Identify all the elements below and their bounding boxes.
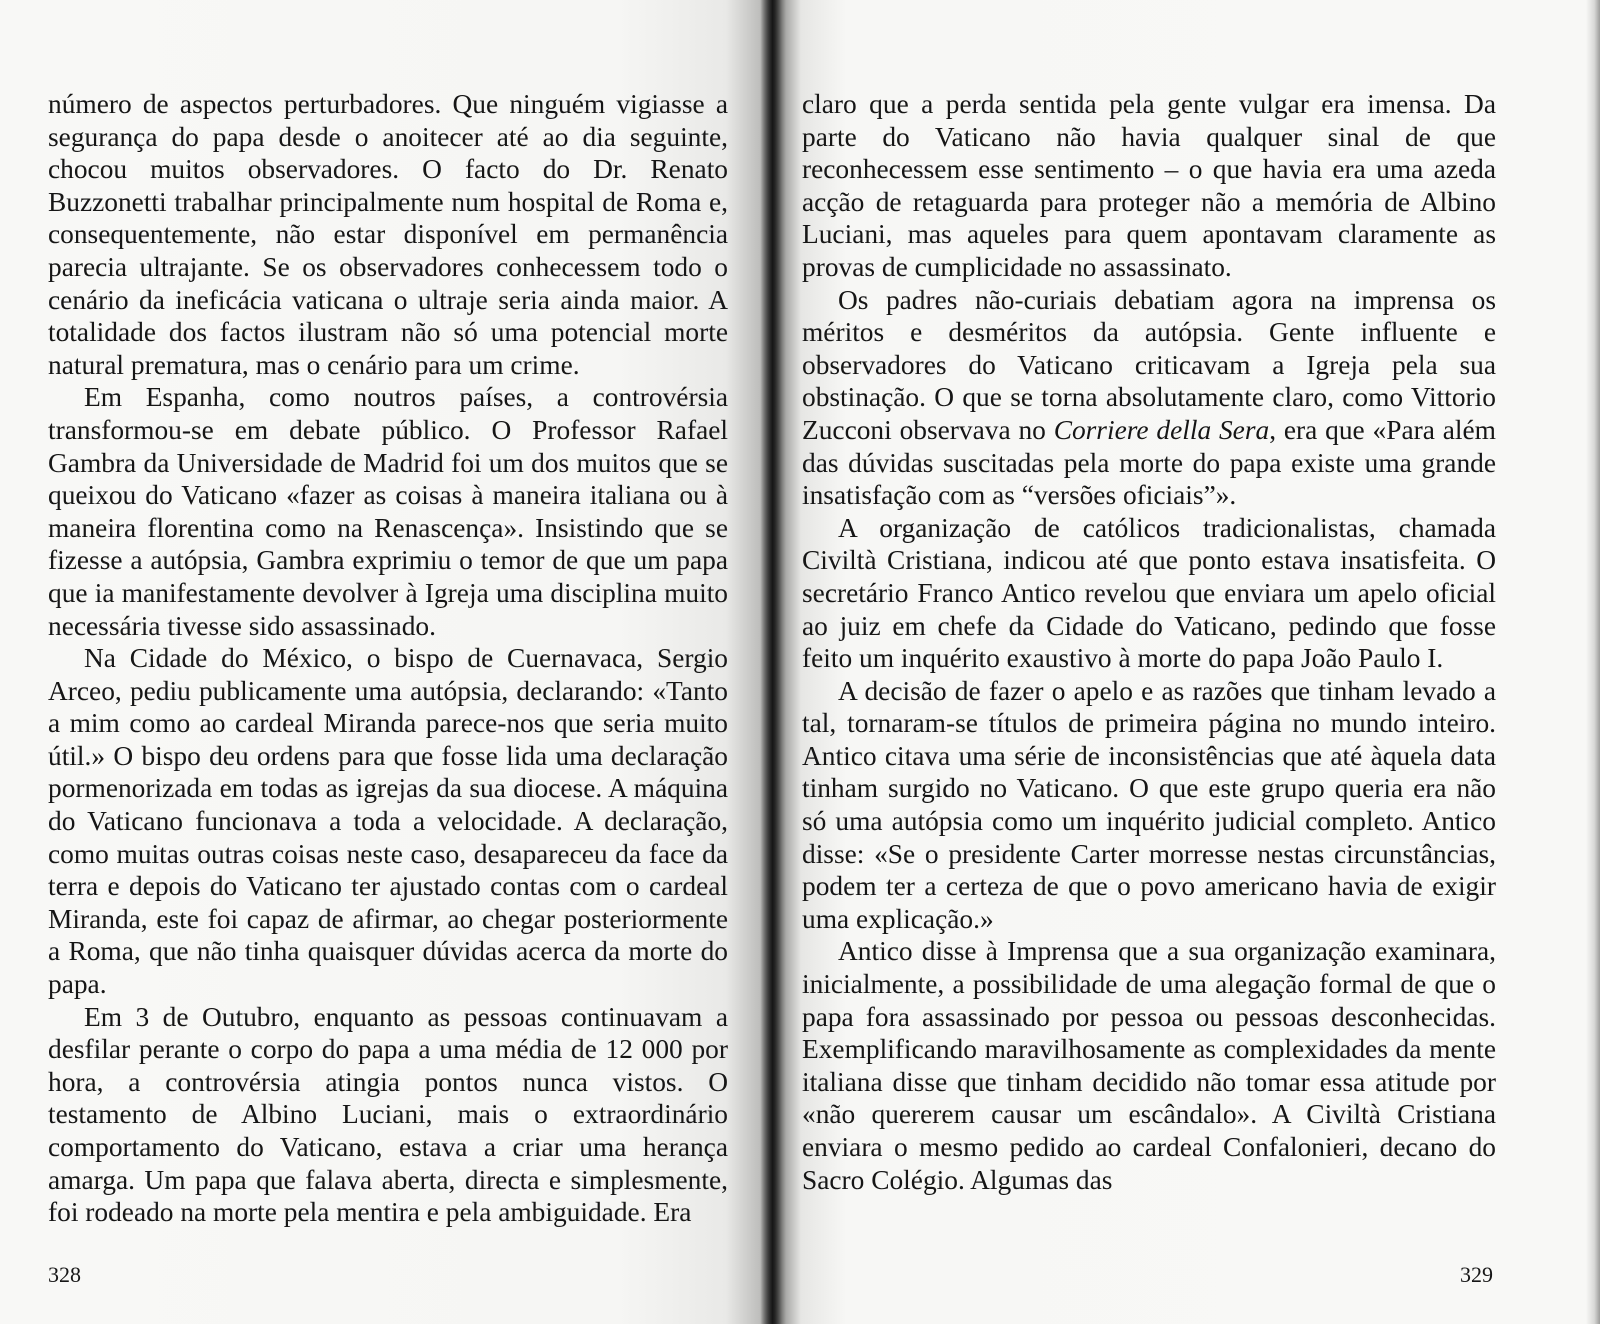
book-gutter: [760, 0, 786, 1324]
page-number: 328: [48, 1262, 81, 1287]
newspaper-title: Corriere della Sera: [1053, 414, 1270, 445]
right-page: [772, 0, 1600, 1324]
paragraph: Na Cidade do México, o bispo de Cuernavaca, Sergio Arceo, pediu publicamente uma autópsia, declarando: «Tanto a mim como ao cardeal Miranda parece-nos que seria muito útil.» O bispo deu ordens para que fosse lida uma declaração pormenorizada em todas as igrejas da sua diocese. A máquina do Vaticano funcionava a toda a velocidade. A declaração, como muitas outras coisas neste caso, desapareceu da face da terra e depois do Vaticano ter ajustado contas com o cardeal Miranda, este foi capaz de afirmar, ao chegar posteriormente a Roma, que não tinha quaisquer dúvidas acerca da morte do papa.: [48, 643, 728, 1000]
paragraph: A organização de católicos tradicionalistas, chamada Civiltà Cristiana, indicou até que ponto estava insatisfeita. O secretário Franco Antico revelou que enviara um apelo oficial ao juiz em chefe da Cidade do Vaticano, pedindo que fosse feito um inquérito exaustivo à morte do papa João Paulo I.: [802, 512, 1496, 674]
paragraph: claro que a perda sentida pela gente vulgar era imensa. Da parte do Vaticano não havia qualquer sinal de que reconhecessem esse sentimento – o que havia era uma azeda acção de retaguarda para proteger não a memória de Albino Luciani, mas aqueles para quem apontavam claramente as provas de cumplicidade no assassinato.: [802, 89, 1496, 282]
left-page: [0, 0, 772, 1324]
paragraph: Antico disse à Imprensa que a sua organização examinara, inicialmente, a possibilidade de uma alegação formal de que o papa fora assassinado por pessoa ou pessoas desconhecidas. Exemplificando maravilhosamente as complexidades da mente italiana disse que tinham decidido não tomar essa atitude por «não quererem causar um escândalo». A Civiltà Cristiana enviara o mesmo pedido ao cardeal Confalonieri, decano do Sacro Colégio. Algumas das: [802, 936, 1496, 1195]
paragraph: Em Espanha, como noutros países, a controvérsia transformou-se em debate público. O Professor Rafael Gambra da Universidade de Madrid foi um dos muitos que se queixou do Vaticano «fazer as coisas à maneira italiana ou à maneira florentina como na Renascença». Insistindo que se fizesse a autópsia, Gambra exprimiu o temor de que um papa que ia manifestamente devolver à Igreja uma disciplina muito necessária tivesse sido assassinado.: [48, 382, 728, 641]
paragraph: número de aspectos perturbadores. Que ninguém vigiasse a segurança do papa desde o anoitecer até ao dia seguinte, chocou muitos observadores. O facto do Dr. Renato Buzzonetti trabalhar principalmente num hospital de Roma e, consequentemente, não estar disponível em permanência parecia ultrajante. Se os observadores conhecessem todo o cenário da ineficácia vaticana o ultraje seria ainda maior. A totalidade dos factos ilustram não só uma potencial morte natural prematura, mas o cenário para um crime.: [48, 89, 728, 380]
right-page-text: [802, 88, 1496, 1196]
page-edge: [1586, 0, 1600, 1324]
paragraph-text: , era que «Para além das dúvidas suscitadas pela morte do papa existe uma grande insatisfação com as “versões oficiais”».: [802, 414, 1496, 511]
paragraph: Em 3 de Outubro, enquanto as pessoas continuavam a desfilar perante o corpo do papa a uma média de 12 000 por hora, a controvérsia atingia pontos nunca vistos. O testamento de Albino Luciani, mais o extraordinário comportamento do Vaticano, estava a criar uma herança amarga. Um papa que falava aberta, directa e simplesmente, foi rodeado na morte pela mentira e pela ambiguidade. Era: [48, 1001, 728, 1228]
left-page-text: [48, 88, 728, 1229]
paragraph: A decisão de fazer o apelo e as razões que tinham levado a tal, tornaram-se títulos de primeira página no mundo inteiro. Antico citava uma série de inconsistências que até àquela data tinham surgido no Vaticano. O que este grupo queria era não só uma autópsia como um inquérito judicial completo. Antico disse: «Se o presidente Carter morresse nestas circunstâncias, podem ter a certeza de que o povo americano havia de exigir uma explicação.»: [802, 675, 1496, 934]
paragraph-text: Os padres não-curiais debatiam agora na imprensa os méritos e desméritos da autópsia. Gente influente e observadores do Vaticano criticavam a Igreja pela sua obstinação. O que se torna absolutamente claro, como Vittorio Zucconi observava no: [802, 284, 1496, 445]
paragraph: [802, 284, 1496, 512]
page-number: 329: [1460, 1262, 1493, 1287]
